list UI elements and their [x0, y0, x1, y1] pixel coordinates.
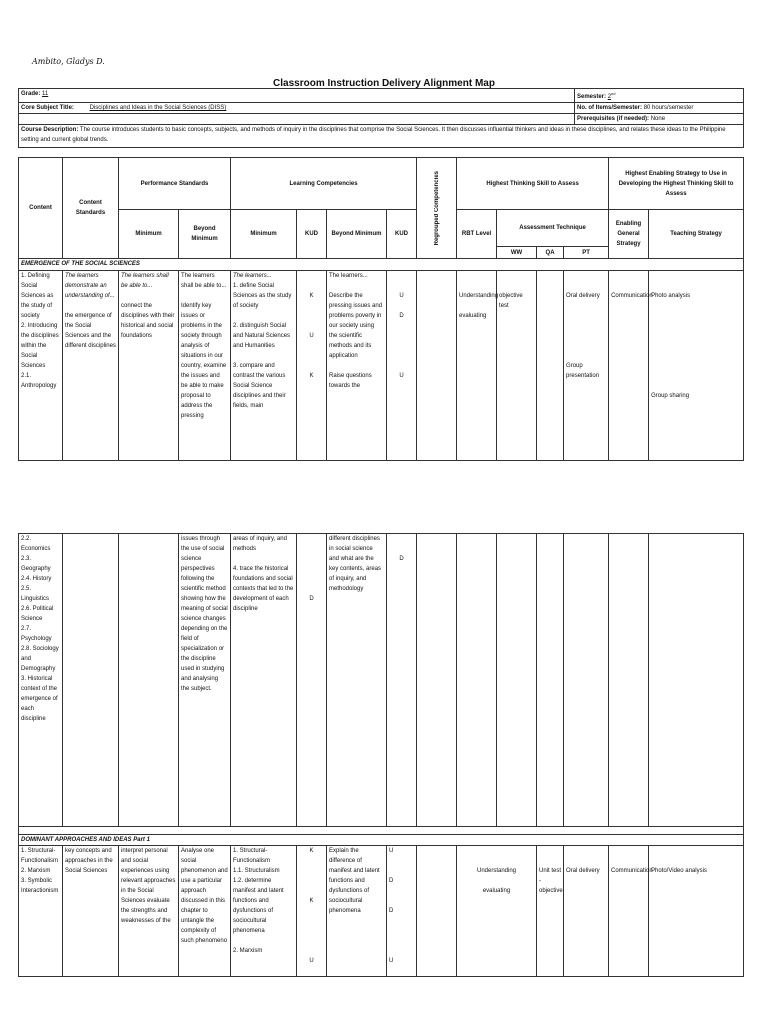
header-regrouped: Regrouped Competencies [433, 170, 440, 246]
s2-pt: Oral delivery [564, 846, 609, 977]
section-title-emergence: EMERGENCE OF THE SOCIAL SCIENCES [19, 259, 744, 271]
s2-enabling: Communication [609, 846, 649, 977]
s2-kud-2: K [309, 898, 314, 904]
header-content-standards: Content Standards [63, 158, 119, 259]
s2-lc-min: 1. Structural-Functionalism 1.1. Structuralism 1.2. determine manifest and latent functions and dysfunctions of sociocultural phenomena 2. Marxism [231, 846, 297, 977]
s1-ww: objective test [497, 271, 537, 461]
s1-kud-2: U [309, 333, 314, 339]
header-perf-beyond: Beyond Minimum [179, 210, 231, 259]
semester-value: 2 [607, 94, 612, 100]
s1-content: 1. Defining Social Sciences as the study of society 2. Introducing the disciplines within the Social Sciences 2.1. Anthropology [19, 271, 63, 461]
s1-kud-3: K [309, 373, 314, 379]
s1-content-std-intro: The learners demonstrate an understanding of... [65, 273, 115, 299]
s2-kud-3: U [309, 958, 314, 964]
header-content: Content [19, 158, 63, 259]
header-highest-enabling: Highest Enabling Strategy to Use in Developing the Highest Thinking Skill to Assess [609, 158, 744, 210]
s1-pt-2: Group presentation [566, 363, 600, 379]
header-pt: PT [564, 247, 609, 259]
items-label: No. of Items/Semester: [577, 105, 643, 111]
s1-teach-2: Group sharing [651, 393, 690, 399]
s1-kud-1: K [309, 293, 314, 299]
p2-content: 2.2. Economics 2.3. Geography 2.4. History 2.5. Linguistics 2.6. Political Science 2.7. Psychology 2.8. Sociology and Demography 3. Historical context of the emergence of each discipline [19, 534, 63, 827]
header-rbt-level: RBT Level [457, 210, 497, 259]
header-highest-thinking: Highest Thinking Skill to Assess [457, 158, 609, 210]
prereq-value: None [650, 116, 666, 122]
alignment-map-table [18, 157, 744, 461]
grade-label: Grade: [21, 91, 41, 97]
subject-value: Disciplines and Ideas in the Social Sciences (DISS) [89, 105, 227, 111]
p2-kud-b: D [399, 556, 404, 562]
s1-perf-min: connect the disciplines with their historical and social foundations [121, 303, 175, 339]
s1-rbt: Understanding evaluating [457, 271, 497, 461]
s1-kud-b1: U [399, 293, 404, 299]
s2-content: 1. Structural-Functionalism 2. Marxism 3. Symbolic Interactionism [19, 846, 63, 977]
header-lc-beyond: Beyond Minimum [327, 210, 387, 259]
document-title: Classroom Instruction Delivery Alignment Map [273, 78, 495, 89]
header-ww: WW [497, 247, 537, 259]
s1-teach-1: Photo analysis [651, 293, 691, 299]
header-kud-2: KUD [387, 210, 417, 259]
s1-content-std: the emergence of the Social Sciences and the different disciplines [65, 313, 116, 349]
s1-perf-min-intro: The learners shall be able to... [121, 273, 169, 289]
alignment-map-table-continued [18, 533, 744, 977]
header-lc-minimum: Minimum [231, 210, 297, 259]
semester-sup: nd [611, 91, 616, 96]
header-assessment-technique: Assessment Technique [497, 210, 609, 247]
header-kud-1: KUD [297, 210, 327, 259]
course-info-table [18, 88, 744, 148]
semester-label: Semester: [577, 94, 607, 100]
grade-value: 11 [42, 91, 49, 97]
header-teaching-strategy: Teaching Strategy [649, 210, 744, 259]
s1-enabling: Communication [609, 271, 649, 461]
author-name: Ambito, Gladys D. [32, 57, 105, 66]
s2-lc-beyond: Explain the difference of manifest and latent functions and dysfunctions of sociocultural phenomena [327, 846, 387, 977]
s1-lc-min-intro: The learners... [233, 273, 272, 279]
s1-lc-min: 1. define Social Sciences as the study of society 2. distinguish Social and Natural Sciences and Humanities 3. compare and contrast the various Social Science disciplines and their fields, main [233, 283, 292, 409]
p2-lc-min: areas of inquiry, and methods 4. trace the historical foundations and social contexts that led to the development of each discipline [231, 534, 297, 827]
s2-ww: Unit test - objective [537, 846, 564, 977]
p2-perf-beyond: issues through the use of social science perspectives following the scientific method showing how the meaning of social science changes depending on the field of specialization or the discipline used in studying and analysing the subject. [179, 534, 231, 827]
header-enabling-general: Enabling General Strategy [609, 210, 649, 259]
header-learning-competencies: Learning Competencies [231, 158, 417, 210]
s2-kud-1: K [309, 848, 314, 854]
s2-kud-b4: U [389, 958, 394, 964]
header-qa: QA [537, 247, 564, 259]
s2-teach: Photo/Video analysis [649, 846, 744, 977]
header-perf-minimum: Minimum [119, 210, 179, 259]
p2-kud: D [309, 596, 314, 602]
section-title-approaches: DOMINANT APPROACHES AND IDEAS Part 1 [19, 835, 744, 846]
description-text: The course introduces students to basic concepts, subjects, and methods of inquiry in the disciplines that comprise the Social Sciences. It then discusses influential thinkers and ideas in these disciplines, and relates these ideas to the Philippine setting and current global trends. [21, 127, 726, 143]
s1-kud-b3: U [399, 373, 404, 379]
s2-content-std: key concepts and approaches in the Social Sciences [63, 846, 119, 977]
s2-perf-min: interpret personal and social experiences using relevant approaches in the Social Sciences evaluate the strengths and weaknesses of the [119, 846, 179, 977]
s1-perf-beyond: The learners shall be able to... Identify key issues or problems in the society through analysis of situations in our country, examine the issues and be able to make proposal to address the pressing [179, 271, 231, 461]
description-label: Course Description: [21, 127, 79, 133]
s2-kud-b2: D [389, 878, 394, 884]
header-performance-standards: Performance Standards [119, 158, 231, 210]
s2-kud-b3: D [389, 908, 394, 914]
s2-perf-beyond: Analyse one social phenomenon and use a particular approach discussed in this chapter to untangle the complexity of such phenomeno [179, 846, 231, 977]
prereq-label: Prerequisites (if needed): [577, 116, 650, 122]
items-value: 80 hours/semester [643, 105, 694, 111]
p2-lc-beyond: different disciplines in social science and what are the key contents, areas of inquiry, and methodology [327, 534, 387, 827]
s2-kud-b1: U [389, 848, 394, 854]
s1-pt-1: Oral delivery [566, 293, 600, 299]
s2-rbt: Understanding evaluating [457, 846, 537, 977]
s1-kud-b2: D [399, 313, 404, 319]
s1-lc-beyond: The learners... Describe the pressing issues and problems poverty in our society using the scientific methods and its application Raise questions towards the [327, 271, 387, 461]
subject-label: Core Subject Title: [21, 105, 74, 111]
